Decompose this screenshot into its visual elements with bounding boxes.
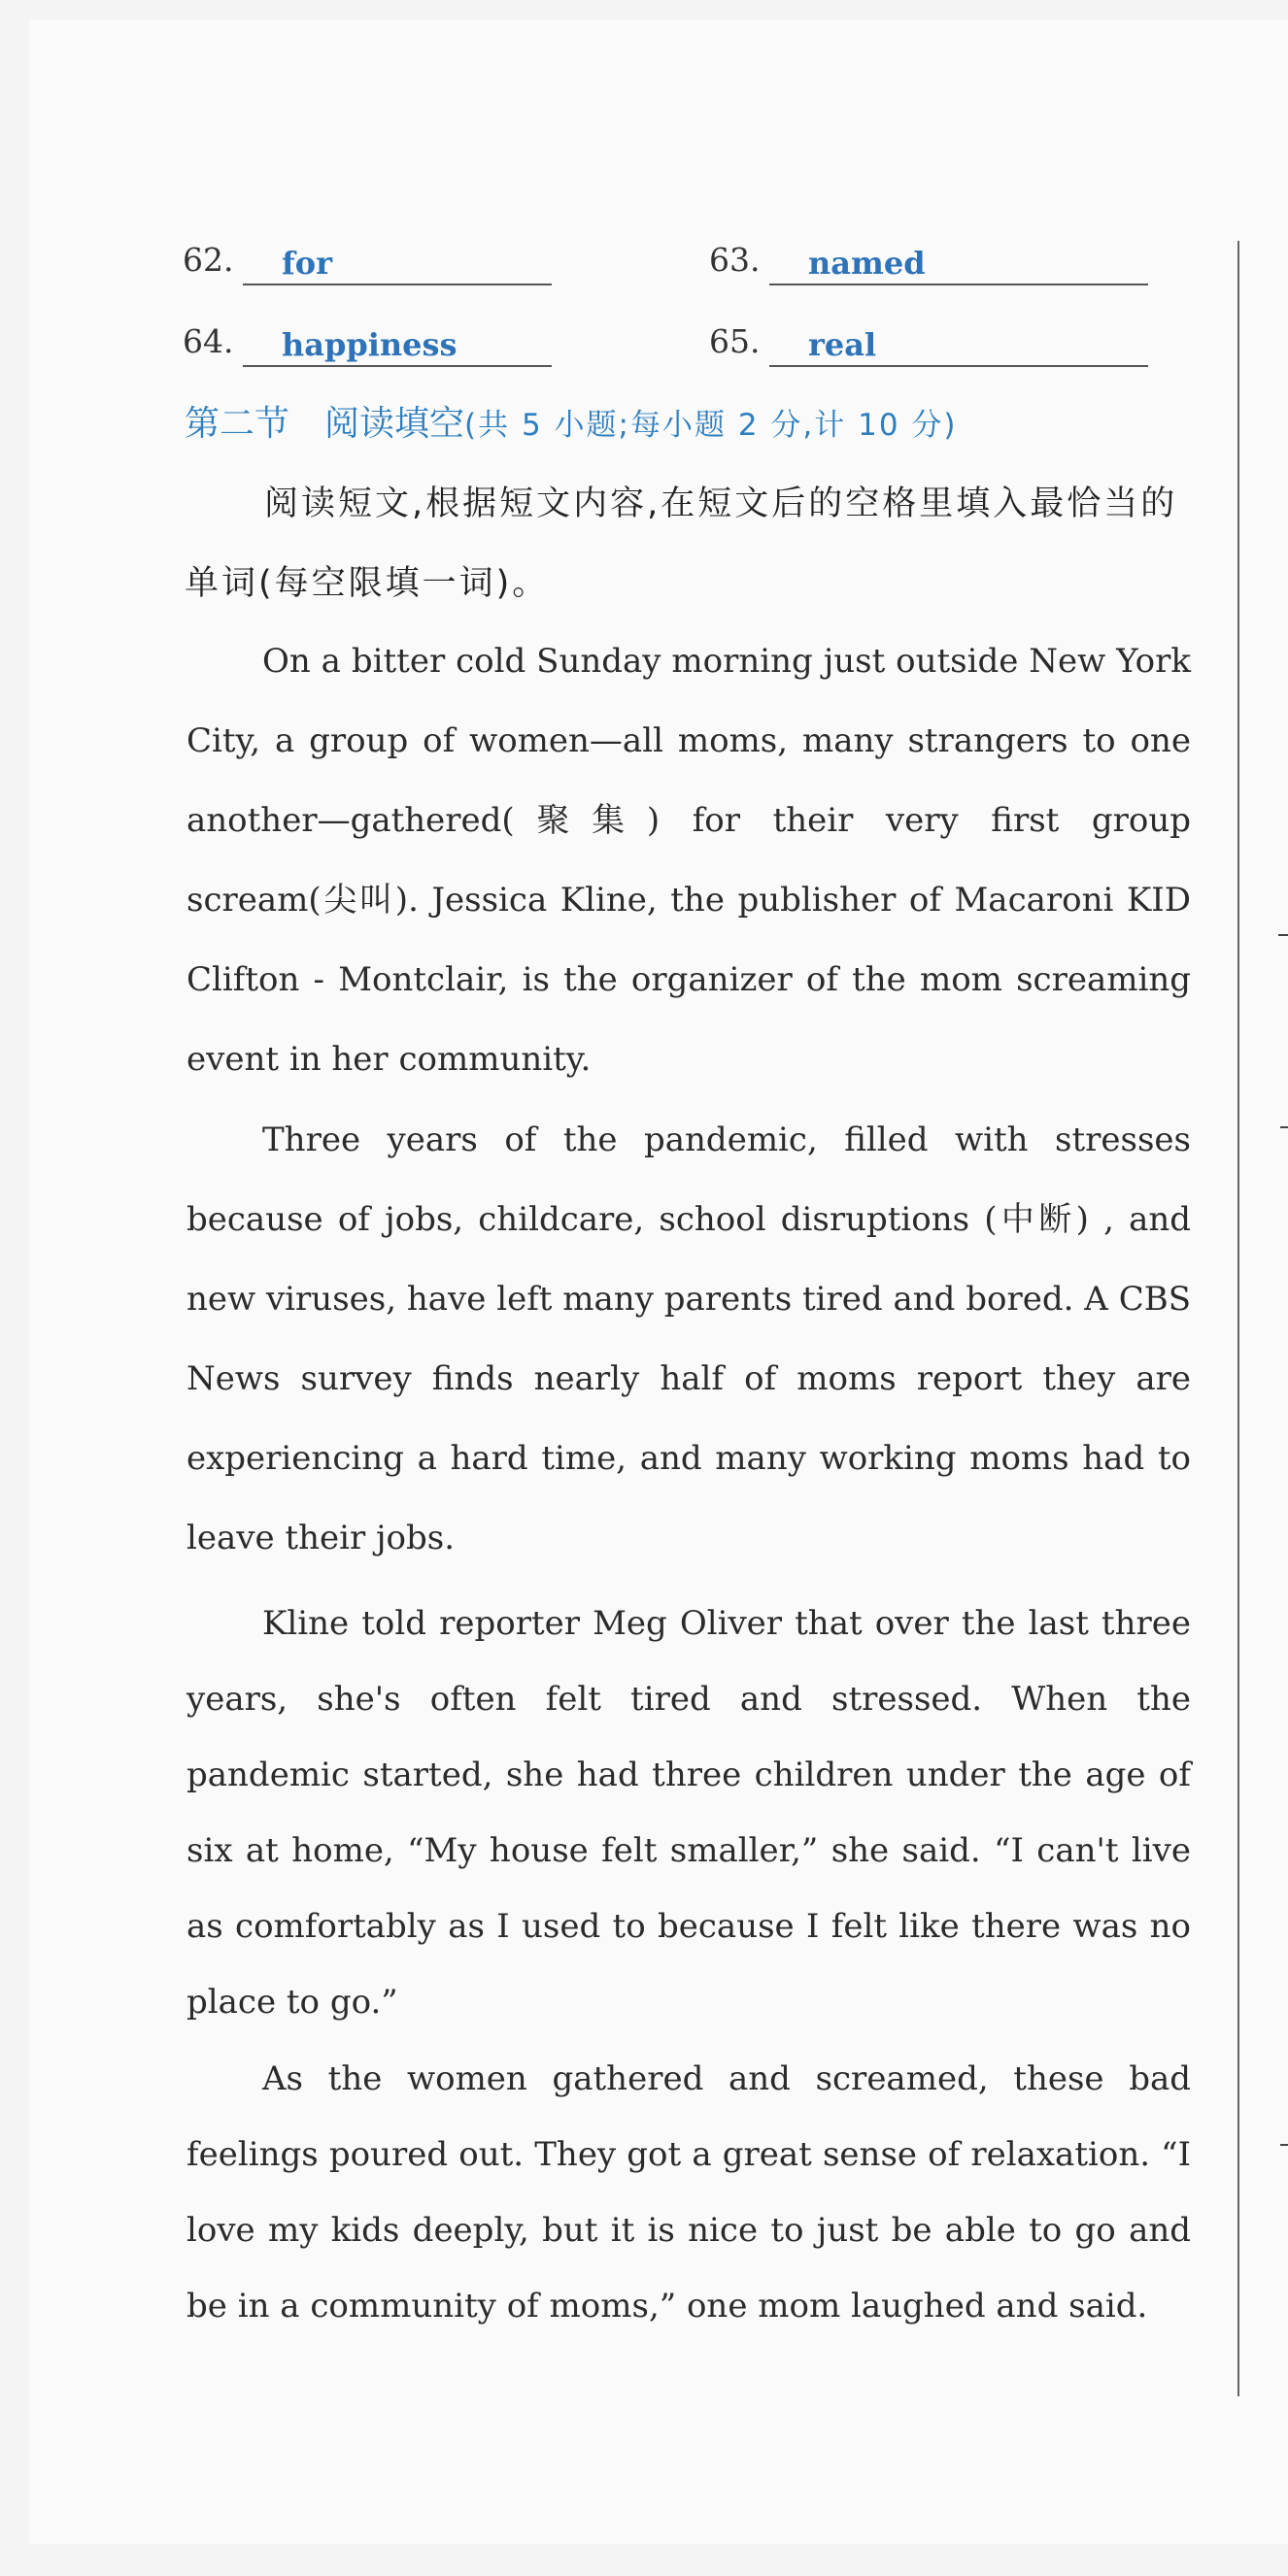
- answer-number: 64.: [183, 322, 234, 360]
- edge-mark: [1280, 1126, 1288, 1128]
- answer-62: [183, 241, 233, 279]
- edge-mark: [1280, 2144, 1288, 2146]
- answer-text: real: [808, 326, 877, 363]
- answer-blank-62: [243, 241, 552, 285]
- answer-text: for: [282, 245, 332, 282]
- answer-blank-64: [243, 322, 552, 367]
- answer-63: [709, 241, 760, 279]
- column-divider: [1237, 241, 1239, 2396]
- answer-blank-65: [769, 322, 1148, 367]
- edge-mark: [1278, 934, 1288, 936]
- answer-blank-63: [769, 241, 1148, 285]
- answer-number: 65.: [709, 322, 761, 360]
- passage-paragraph-2: Three years of the pandemic, filled with stresses because of jobs, childcare, school disruptions (中断) , and new viruses, have left many parents tired and bored. A CBS News survey finds nearly half of moms report they are experiencing a hard time, and many working moms had to leave their jobs.: [186, 1121, 1191, 1557]
- answer-number: 63.: [709, 241, 761, 279]
- answer-65: [709, 322, 760, 360]
- answer-number: 62.: [183, 241, 234, 279]
- passage-paragraph-1: On a bitter cold Sunday morning just outside New York City, a group of women—all moms, many strangers to one another—gathered(聚集) for their very first group scream(尖叫). Jessica Kline, the publisher of Macaroni KID Clifton - Montclair, is the organizer of the mom screaming event in her community.: [186, 642, 1191, 1079]
- answer-text: happiness: [282, 326, 458, 363]
- answer-text: named: [808, 245, 926, 282]
- section-title: 第二节 阅读填空: [185, 404, 465, 444]
- instructions: 阅读短文,根据短文内容,在短文后的空格里填入最恰当的单词(每空限填一词)。: [185, 485, 1178, 603]
- answer-64: [183, 322, 233, 360]
- passage-paragraph-3: Kline told reporter Meg Oliver that over the last three years, she's often felt tired and stressed. When the pandemic started, she had three children under the age of six at home, “My house felt smaller,” she said. “I can't live as comfortably as I used to because I felt like there was no place to go.”: [186, 1604, 1191, 2022]
- section-note: (共 5 小题;每小题 2 分,计 10 分): [464, 408, 958, 443]
- passage-paragraph-4: As the women gathered and screamed, these bad feelings poured out. They got a great sense of relaxation. “I love my kids deeply, but it is nice to just be able to go and be in a community of moms,” one mom laughed and said.: [186, 2059, 1191, 2325]
- section-heading: [185, 396, 958, 446]
